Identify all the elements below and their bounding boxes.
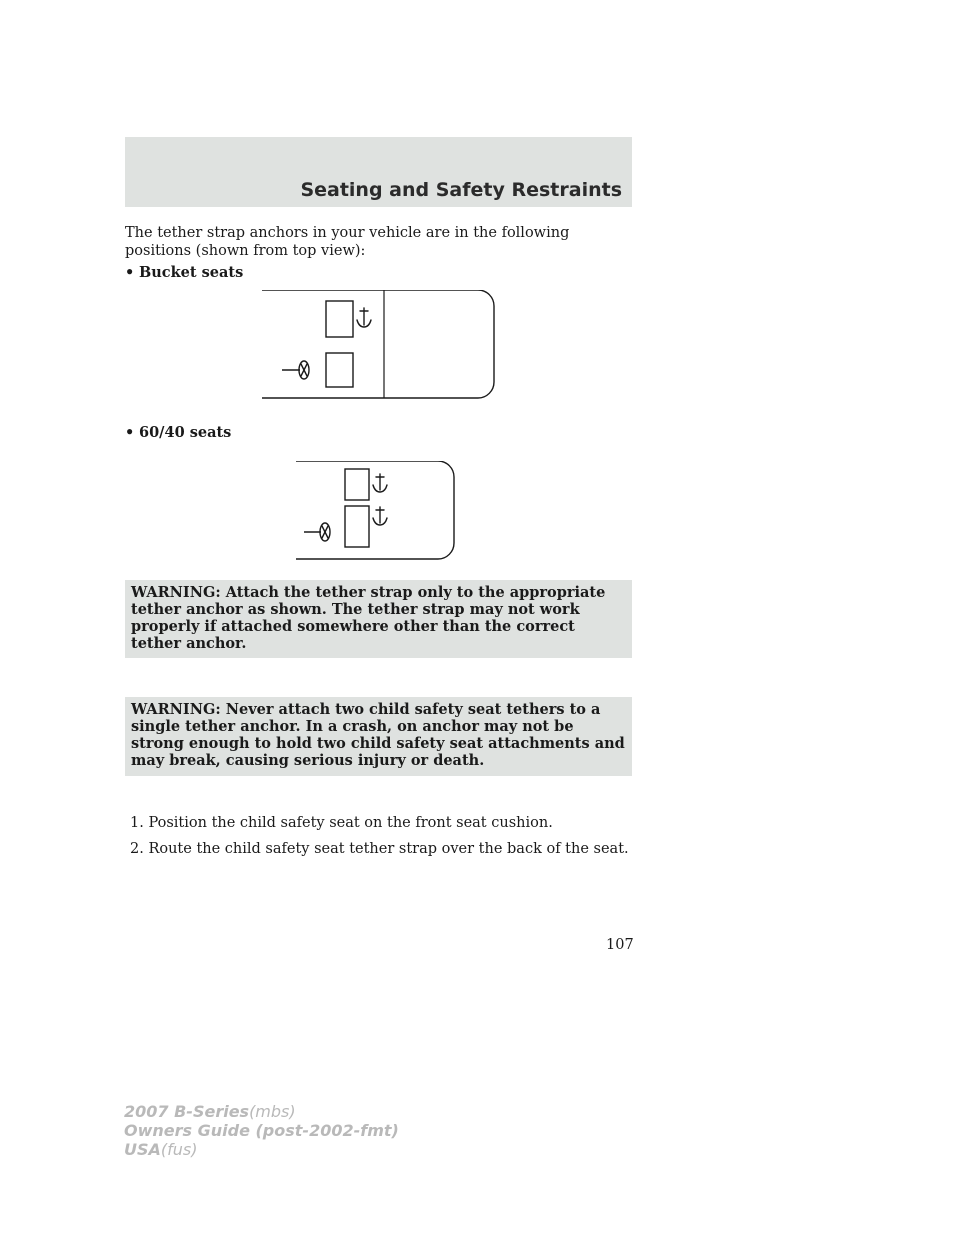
bullet-label: Bucket seats	[139, 264, 244, 281]
front-seat-box	[326, 301, 353, 337]
6040-seats-diagram	[296, 461, 458, 561]
intro-paragraph: The tether strap anchors in your vehicle are in the following positions (shown from top view):	[125, 225, 570, 259]
step-1: 1. Position the child safety seat on the front seat cushion.	[130, 815, 553, 831]
step-2: 2. Route the child safety seat tether strap over the back of the seat.	[130, 841, 629, 857]
steering-wheel-icon	[282, 361, 309, 379]
page-number: 107	[606, 937, 634, 953]
anchor-icon	[357, 308, 371, 327]
driver-seat-box	[345, 506, 369, 547]
bullet-6040-seats: • 60/40 seats	[125, 424, 232, 441]
warning-box-tether: WARNING: Attach the tether strap only to the appropriate tether anchor as shown. The tether strap may not work properly if attached somewhere other than the correct tether anchor.	[125, 580, 632, 658]
front-seat-box	[345, 469, 369, 500]
bullet-bucket-seats: • Bucket seats	[125, 264, 244, 281]
footer: 2007 B-Series(mbs) Owners Guide (post-2002-fmt) USA(fus)	[124, 1102, 399, 1159]
anchor-icon	[373, 507, 387, 525]
driver-seat-box	[326, 353, 353, 387]
section-header	[125, 137, 632, 207]
steering-wheel-icon	[304, 523, 330, 541]
anchor-icon	[373, 474, 387, 492]
warning-box-two-tethers: WARNING: Never attach two child safety seat tethers to a single tether anchor. In a crash, on anchor may not be strong enough to hold two child safety seat attachments and may break, causing serious injury or death.	[125, 697, 632, 776]
bullet-label: 60/40 seats	[139, 424, 232, 441]
section-title: Seating and Safety Restraints	[300, 179, 622, 201]
bucket-seats-diagram	[262, 290, 496, 402]
